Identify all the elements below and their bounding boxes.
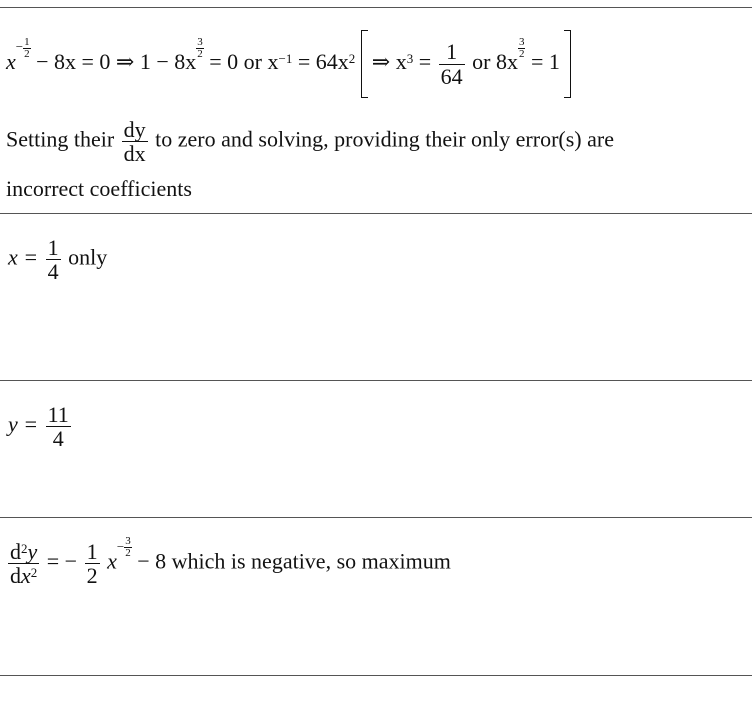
equation-part-3: = 64x [297, 49, 349, 75]
fraction-one-quarter: $\frac{1}{4}$ [47, 235, 59, 285]
equals-minus: = − [46, 548, 78, 574]
negative-so-maximum-text: − 8 which is negative, so maximum [137, 548, 451, 574]
var-x: x [6, 49, 16, 75]
var-x: x [107, 548, 117, 574]
note-suffix: to zero and solving, providing their only error(s) are [155, 126, 614, 152]
row-second-derivative [0, 518, 752, 675]
bracket-equation-part-1: ⇒ x [371, 49, 407, 75]
row-setting-derivative [0, 8, 752, 213]
exponent-three-halves-2: 3 2 [518, 35, 525, 60]
fraction-eleven-quarters: $\frac{11}{4}$ [47, 402, 69, 452]
y-equals-label: y = [8, 411, 39, 437]
left-square-bracket [361, 30, 368, 98]
equals-sign: = [418, 49, 432, 75]
row-y-value [0, 381, 752, 517]
y-equals-eleven-quarters [8, 403, 73, 450]
equation-part-2: = 0 or x [209, 49, 279, 75]
only-label: only [68, 244, 108, 270]
row-x-value [0, 214, 752, 380]
note-line-1 [6, 118, 614, 165]
second-derivative-equation [6, 535, 451, 589]
exponent-three: 3 [406, 51, 414, 67]
exponent-three-halves: 3 2 [197, 35, 203, 60]
exponent-neg-three-halves: − 3 2 [116, 535, 131, 560]
bracket-equation-part-2: or 8x [472, 49, 518, 75]
x-equals-label: x = [8, 244, 39, 270]
bracket-equation-end: = 1 [530, 49, 560, 75]
exponent-two: 2 [348, 51, 356, 67]
right-square-bracket [564, 30, 571, 98]
fraction-dy-dx: $\frac{dy}{dx}$ [123, 117, 146, 167]
table-bottom-rule [0, 675, 752, 676]
exponent-neg-half: − 1 2 [15, 35, 30, 60]
note-line-2: incorrect coefficients [6, 176, 192, 201]
equation-solve-derivative [6, 30, 571, 98]
equation-part-1: − 8x = 0 ⇒ 1 − 8x [36, 49, 197, 75]
fraction-one-half: $\frac{1}{2}$ [86, 539, 98, 589]
fraction-d2y-dx2: $\frac{d^2y}{dx^2}$ [10, 539, 38, 589]
note-prefix: Setting their [6, 126, 115, 152]
x-equals-quarter [8, 236, 107, 283]
fraction-one-over-64: $\frac{1}{64}$ [440, 39, 463, 89]
exponent-neg-one: −1 [278, 51, 293, 67]
